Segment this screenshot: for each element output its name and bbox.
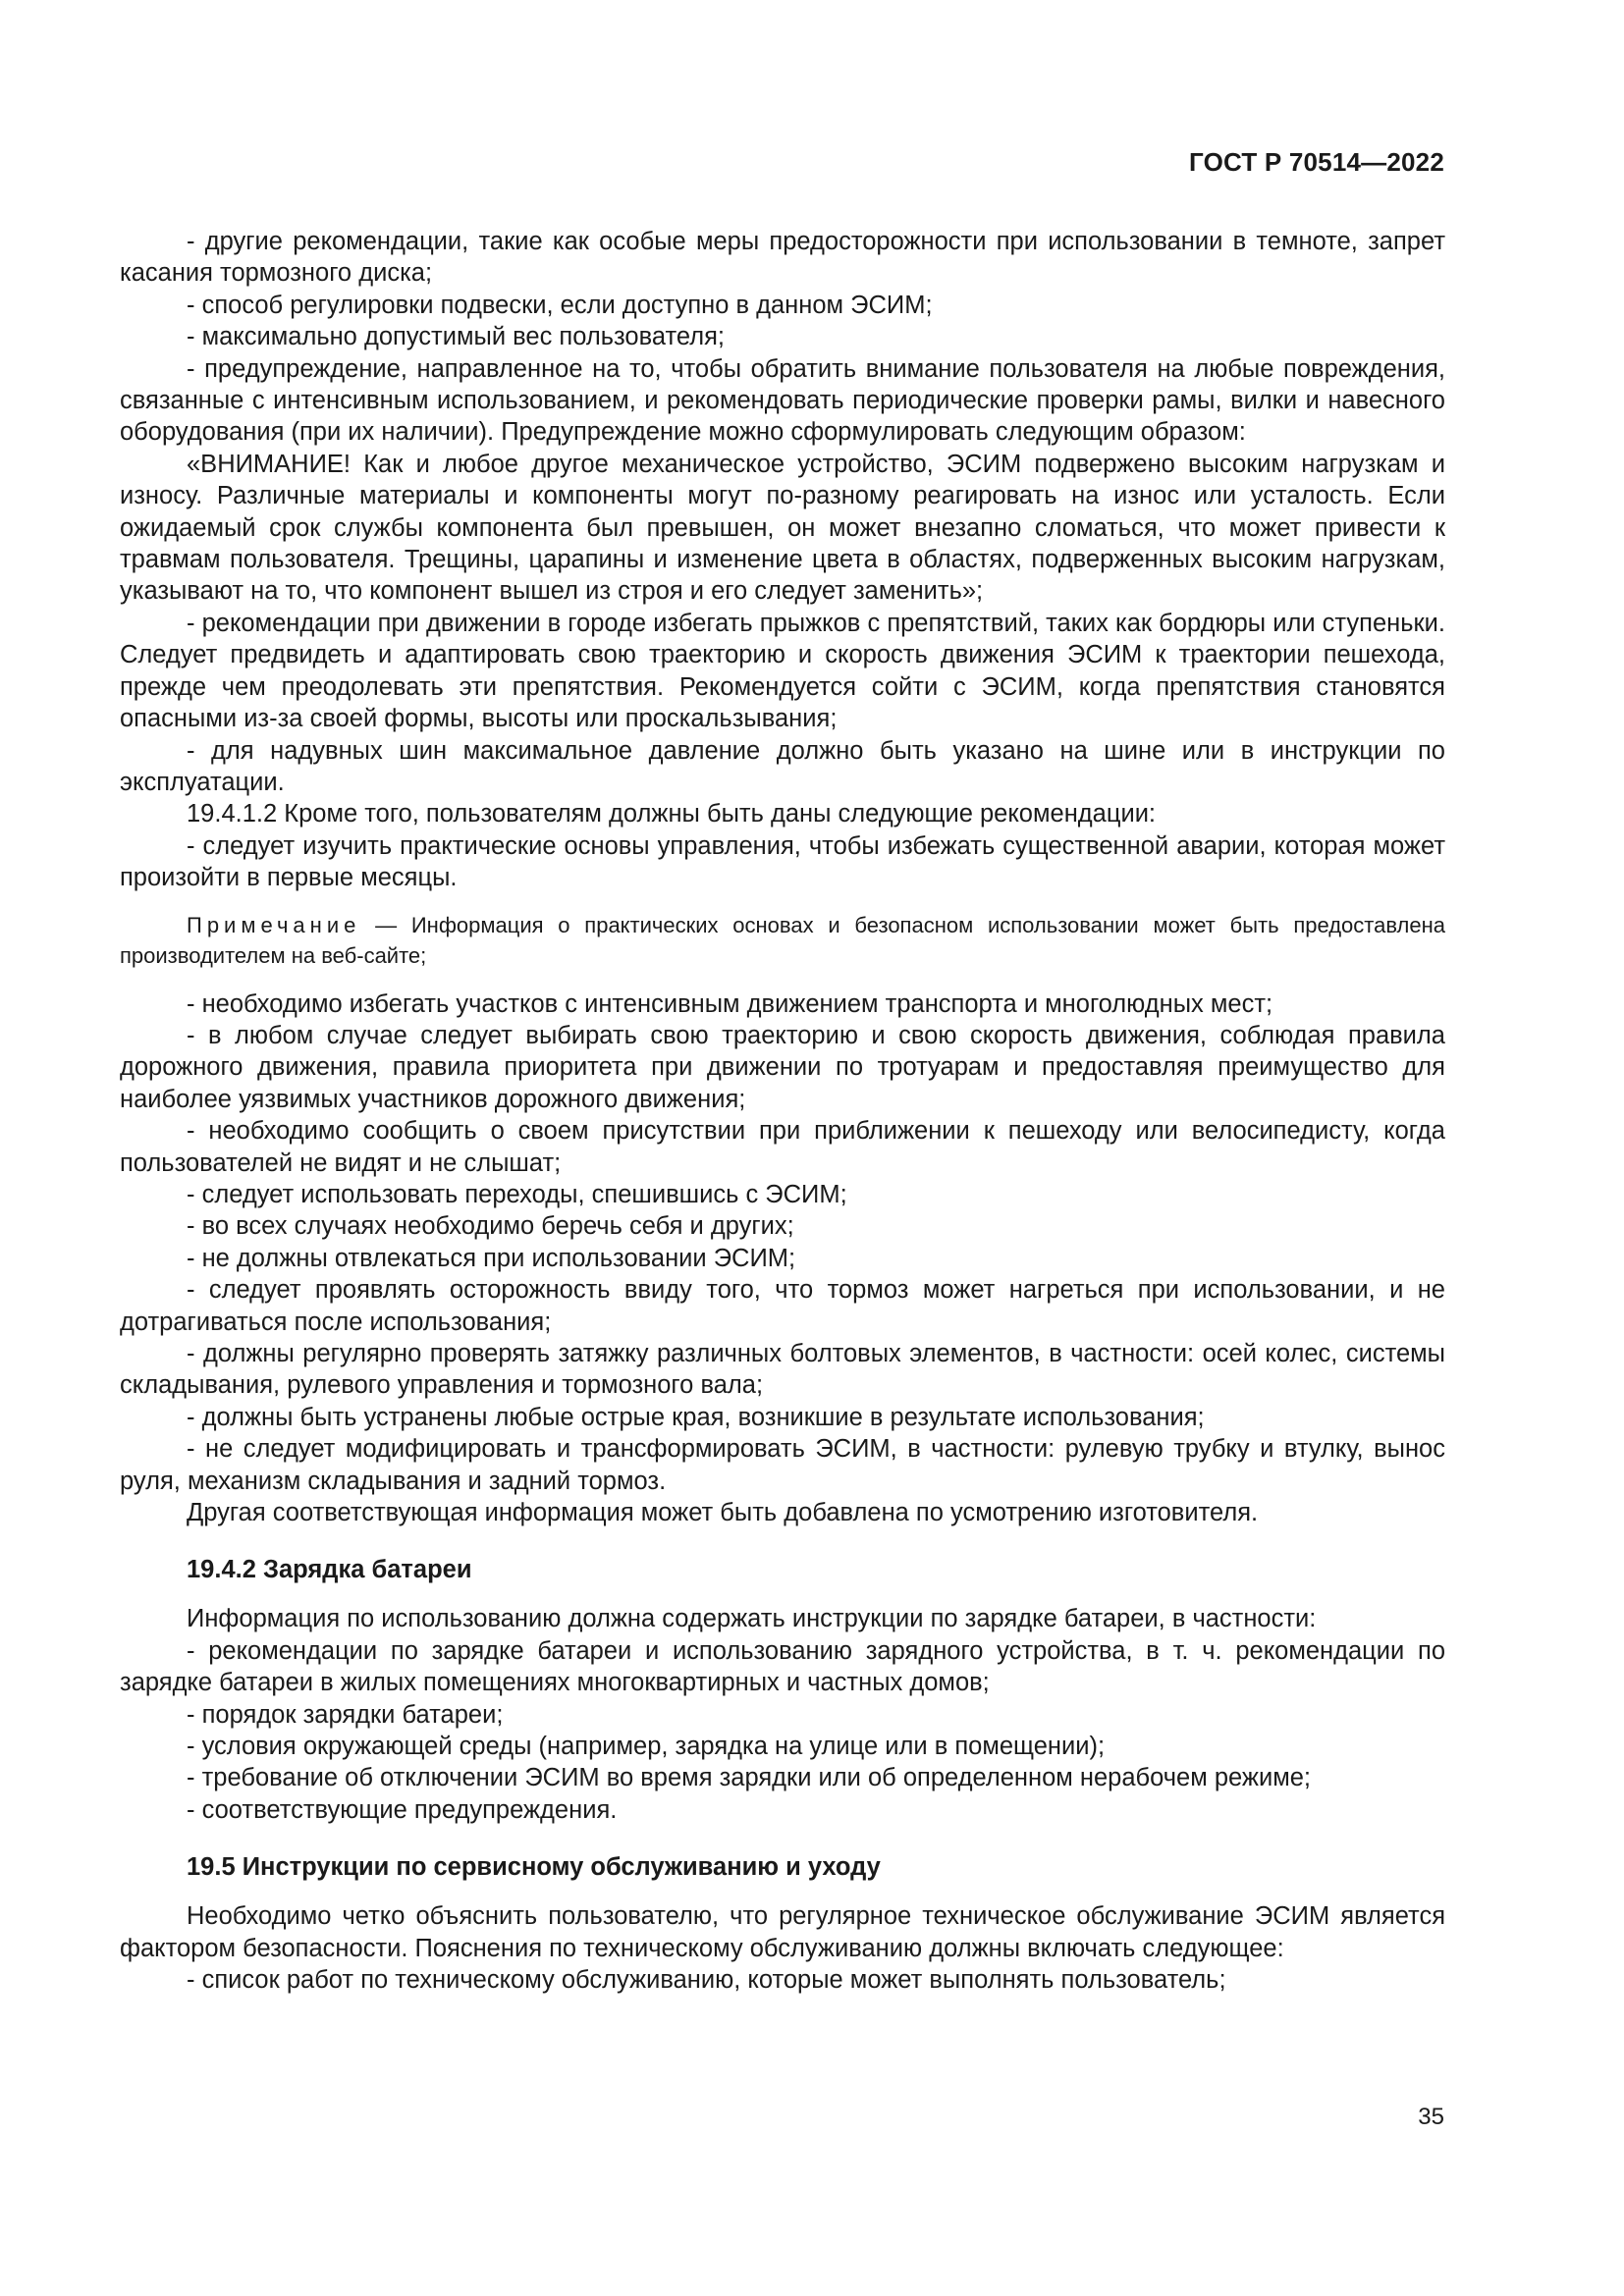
note [120,910,1445,971]
paragraph: - следует использовать переходы, спешившись с ЭСИМ; [187,1180,847,1208]
document-number: ГОСТ Р 70514—2022 [1189,147,1444,177]
paragraph: - соответствующие предупреждения. [187,1795,618,1824]
note-text: — Информация о практических основах и безопасном использовании может быть предоставлена производителем на веб-сайте; [120,912,1445,968]
paragraph: - для надувных шин максимальное давление должно быть указано на шине или в инструкции по эксплуатации. [120,736,1445,796]
paragraph: - во всех случаях необходимо беречь себя и других; [187,1212,794,1241]
paragraph: - необходимо сообщить о своем присутствии при приближении к пешеходу или велосипедисту, когда пользователей не видят и не слышат; [120,1117,1445,1177]
paragraph: - предупреждение, направленное на то, чтобы обратить внимание пользователя на любые повреждения, связанные с интенсивным использованием, и рекомендовать периодические проверки рамы, вилки и навесного оборудования (при их наличии). Предупреждение можно сформулировать следующим образом: [120,354,1445,447]
clause-19-4-1-2: 19.4.1.2 Кроме того, пользователям должны быть даны следующие рекомендации: [187,800,1157,828]
paragraph: Необходимо четко объяснить пользователю, что регулярное техническое обслуживание ЭСИМ является фактором безопасности. Пояснения по техническому обслуживанию должны включать следующее: [120,1902,1445,1962]
paragraph: Информация по использованию должна содержать инструкции по зарядке батареи, в частности: [187,1605,1317,1633]
note-label: Примечание [187,912,361,937]
paragraph: - должны регулярно проверять затяжку различных болтовых элементов, в частности: осей колес, системы складывания, рулевого управления и тормозного вала; [120,1340,1445,1400]
paragraph: Другая соответствующая информация может быть добавлена по усмотрению изготовителя. [187,1499,1259,1527]
paragraph: - следует проявлять осторожность ввиду того, что тормоз может нагреться при использовании, и не дотрагиваться после использования; [120,1276,1445,1336]
paragraph: - должны быть устранены любые острые края, возникшие в результате использования; [187,1403,1205,1431]
paragraph: - не должны отвлекаться при использовании ЭСИМ; [187,1244,796,1272]
paragraph: - список работ по техническому обслуживанию, которые может выполнять пользователь; [187,1966,1226,1995]
paragraph: - не следует модифицировать и трансформировать ЭСИМ, в частности: рулевую трубку и втулку, вынос руля, механизм складывания и задний тормоз. [120,1435,1445,1495]
paragraph: - максимально допустимый вес пользователя; [187,323,725,351]
section-heading-service: 19.5 Инструкции по сервисному обслуживанию и уходу [187,1853,881,1882]
paragraph: - рекомендации при движении в городе избегать прыжков с препятствий, таких как бордюры или ступеньки. Следует предвидеть и адаптировать свою траекторию и скорость движения ЭСИМ к траектории пешехода, прежде чем преодолевать эти препятствия. Рекомендуется сойти с ЭСИМ, когда препятствия становятся опасными из-за своей формы, высоты или проскальзывания; [120,609,1445,733]
page-body [120,226,1445,1997]
paragraph: - необходимо избегать участков с интенсивным движением транспорта и многолюдных мест; [187,989,1273,1018]
paragraph: - способ регулировки подвески, если доступно в данном ЭСИМ; [187,291,933,319]
paragraph: - условия окружающей среды (например, зарядка на улице или в помещении); [187,1733,1106,1761]
paragraph: - другие рекомендации, такие как особые меры предосторожности при использовании в темноте, запрет касания тормозного диска; [120,228,1445,288]
paragraph: - в любом случае следует выбирать свою траекторию и свою скорость движения, соблюдая правила дорожного движения, правила приоритета при движении по тротуарам и предоставляя преимущество для наиболее уязвимых участников дорожного движения; [120,1021,1445,1113]
section-heading-battery: 19.4.2 Зарядка батареи [187,1556,472,1584]
warning-quote: «ВНИМАНИЕ! Как и любое другое механическое устройство, ЭСИМ подвержено высоким нагрузкам и износу. Различные материалы и компоненты могут по-разному реагировать на износ или усталость. Если ожидаемый срок службы компонента был превышен, он может внезапно сломаться, что может привести к травмам пользователя. Трещины, царапины и изменение цвета в областях, подверженных высоким нагрузкам, указывают на то, что компонент вышел из строя и его следует заменить»; [120,450,1445,606]
paragraph: - порядок зарядки батареи; [187,1700,504,1729]
page-number: 35 [1418,2104,1444,2130]
paragraph: - следует изучить практические основы управления, чтобы избежать существенной аварии, которая может произойти в первые месяцы. [120,831,1445,892]
paragraph: - требование об отключении ЭСИМ во время зарядки или об определенном нерабочем режиме; [187,1764,1312,1792]
paragraph: - рекомендации по зарядке батареи и использованию зарядного устройства, в т. ч. рекомендации по зарядке батареи в жилых помещениях многоквартирных и частных домов; [120,1636,1445,1697]
